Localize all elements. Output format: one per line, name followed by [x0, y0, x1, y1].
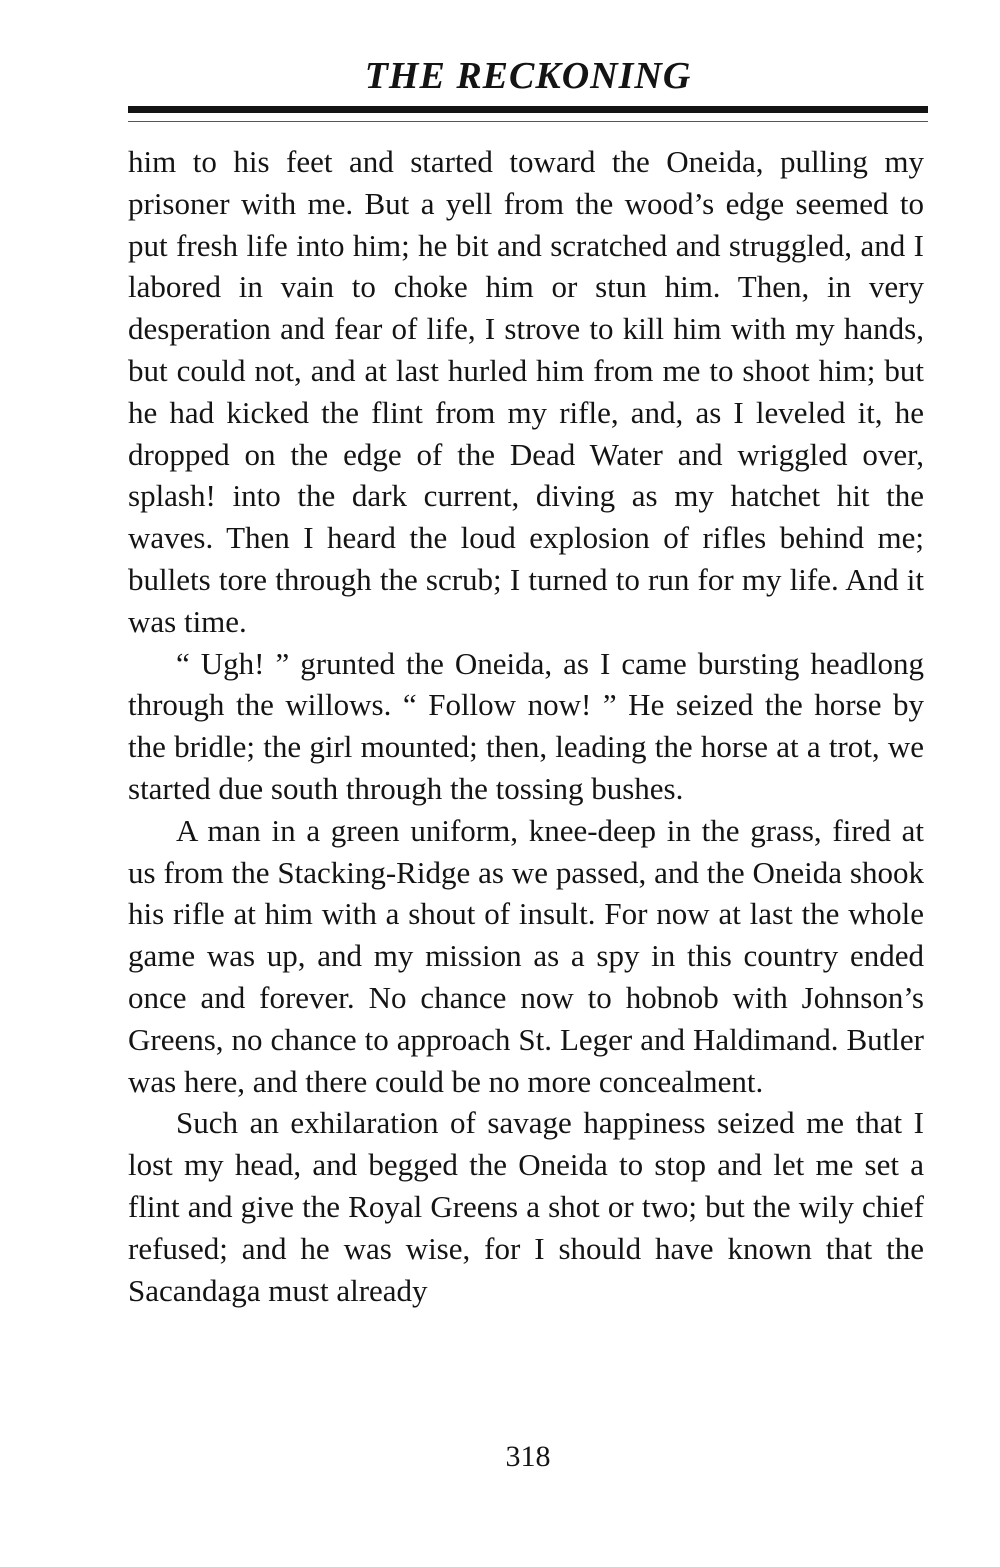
paragraph: Such an exhilaration of savage happiness seized me that I lost my head, and begged the Oneida to stop and let me set a flint and give the Royal Greens a shot or two; but the wily chief refused; and he was wise, for I should have known that the Sacandaga must already [128, 1105, 924, 1308]
paragraph: A man in a green uniform, knee-deep in the grass, fired at us from the Stacking-Ridge as we passed, and the Oneida shook his rifle at him with a shout of insult. For now at last the whole game was up, and my mission as a spy in this country ended once and forever. No chance now to hobnob with Johnson’s Greens, no chance to approach St. Leger and Haldimand. Butler was here, and there could be no more concealment. [128, 812, 924, 1099]
body-text [128, 141, 924, 1311]
running-header-title: THE RECKONING [364, 55, 692, 97]
paragraph: “ Ugh! ” grunted the Oneida, as I came bursting headlong through the willows. “ Follow now! ” He seized the horse by the bridle; the girl mounted; then, leading the horse at a trot, we started due south through the tossing bushes. [128, 645, 924, 806]
paragraph-continued: him to his feet and started toward the Oneida, pulling my prisoner with me. But a yell from the wood’s edge seemed to put fresh life into him; he bit and scratched and struggled, and I labored in vain to choke him or stun him. Then, in very desperation and fear of life, I strove to kill him with my hands, but could not, and at last hurled him from me to shoot him; but he had kicked the flint from my rifle, and, as I leveled it, he dropped on the edge of the Dead Water and wriggled over, splash! into the dark current, diving as my hatchet hit the waves. Then I heard the loud explosion of rifles behind me; bullets tore through the scrub; I turned to run for my life. And it was time. [128, 144, 924, 639]
header-rule-thick [128, 106, 928, 113]
header-rule-thin [128, 121, 928, 122]
page-number: 318 [505, 1440, 551, 1473]
